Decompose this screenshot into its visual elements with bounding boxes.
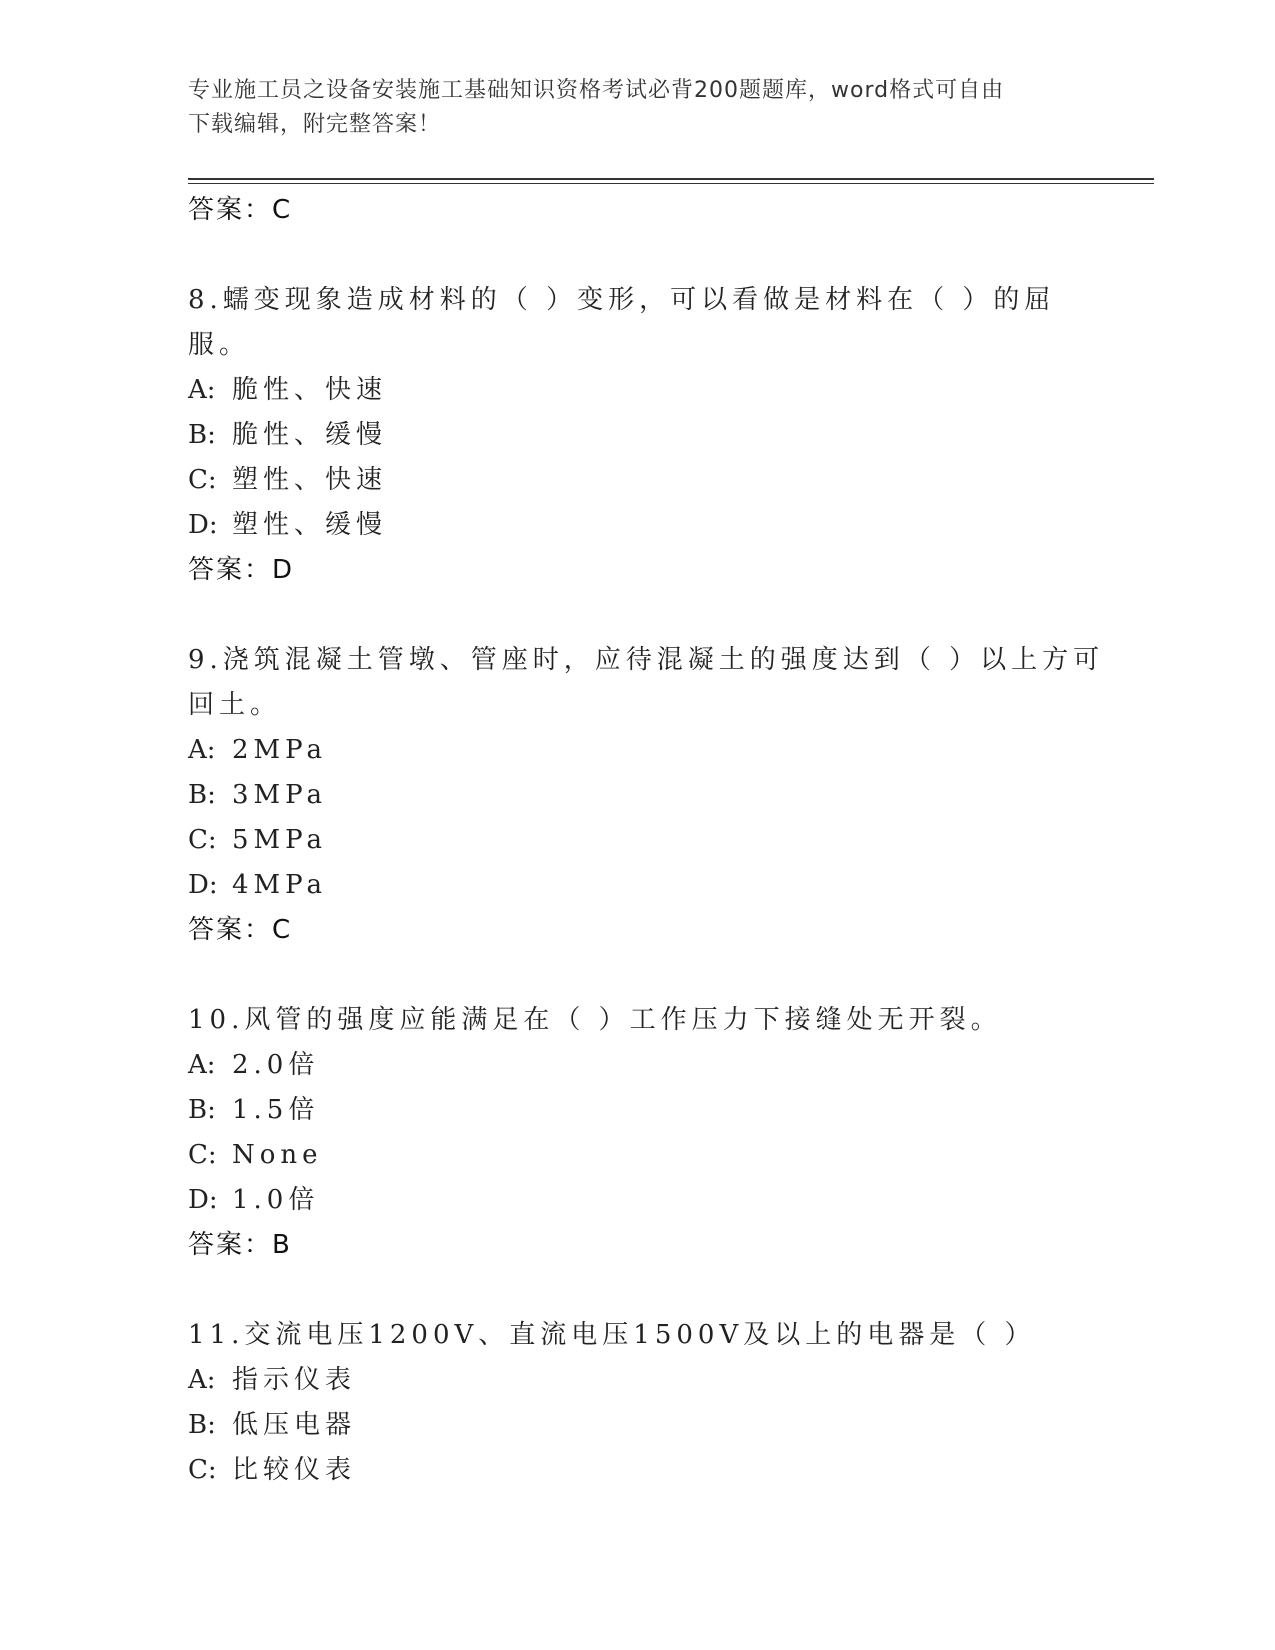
answer-line: 答案：D (188, 555, 295, 585)
answer-line: 答案：C (188, 195, 293, 225)
option-label: C: (188, 465, 217, 495)
option-b (188, 773, 1108, 818)
option-text: 4MPa (232, 870, 327, 900)
option-text: 1.5倍 (232, 1095, 320, 1125)
option-d (188, 1178, 1108, 1223)
option-text: 低压电器 (232, 1410, 357, 1440)
header-line-2: 下载编辑，附完整答案！ (188, 112, 442, 137)
option-label: D: (188, 510, 218, 540)
option-label: C: (188, 1140, 217, 1170)
answer-line: 答案：C (188, 915, 293, 945)
option-label: D: (188, 870, 218, 900)
option-text: 5MPa (232, 825, 327, 855)
option-d (188, 503, 1108, 548)
header-rule-thin (188, 183, 1154, 184)
option-a (188, 368, 1108, 413)
option-text: 2MPa (232, 735, 327, 765)
question-block-10 (188, 998, 1108, 1268)
question-block-11 (188, 1313, 1108, 1493)
option-d (188, 863, 1108, 908)
option-text: 脆性、缓慢 (232, 420, 388, 450)
document-body (188, 188, 1108, 1493)
option-c (188, 818, 1108, 863)
option-label: C: (188, 825, 217, 855)
option-label: B: (188, 780, 216, 810)
option-b (188, 1088, 1108, 1133)
option-text: 脆性、快速 (232, 375, 388, 405)
option-text: 塑性、快速 (232, 465, 388, 495)
option-text: 3MPa (232, 780, 327, 810)
answer-line: 答案：B (188, 1230, 292, 1260)
option-label: C: (188, 1455, 217, 1485)
option-label: A: (188, 735, 216, 765)
option-a (188, 728, 1108, 773)
question-text: 11.交流电压1200V、直流电压1500V及以上的电器是（ ） (188, 1320, 1036, 1350)
option-text: 2.0倍 (232, 1050, 320, 1080)
header-line-1: 专业施工员之设备安装施工基础知识资格考试必背200题题库，word格式可自由 (188, 78, 1005, 103)
option-text: None (232, 1140, 323, 1170)
option-text: 1.0倍 (232, 1185, 320, 1215)
option-c (188, 458, 1108, 503)
question-text: 10.风管的强度应能满足在（ ）工作压力下接缝处无开裂。 (188, 1005, 1002, 1035)
option-c (188, 1133, 1108, 1178)
option-b (188, 413, 1108, 458)
option-a (188, 1043, 1108, 1088)
header-rule-thick (188, 178, 1154, 180)
question-block-8 (188, 278, 1108, 593)
option-text: 比较仪表 (232, 1455, 357, 1485)
document-header (188, 74, 1068, 142)
option-label: B: (188, 1095, 216, 1125)
option-label: A: (188, 1050, 216, 1080)
option-b (188, 1403, 1108, 1448)
option-label: A: (188, 1365, 216, 1395)
question-block-9 (188, 638, 1108, 953)
option-label: B: (188, 1410, 216, 1440)
option-label: D: (188, 1185, 218, 1215)
option-a (188, 1358, 1108, 1403)
option-c (188, 1448, 1108, 1493)
option-text: 塑性、缓慢 (232, 510, 388, 540)
option-label: B: (188, 420, 216, 450)
question-text: 9.浇筑混凝土管墩、管座时，应待混凝土的强度达到（ ）以上方可回土。 (188, 645, 1105, 720)
option-text: 指示仪表 (232, 1365, 357, 1395)
question-text: 8.蠕变现象造成材料的（ ）变形，可以看做是材料在（ ）的屈服。 (188, 285, 1056, 360)
option-label: A: (188, 375, 216, 405)
